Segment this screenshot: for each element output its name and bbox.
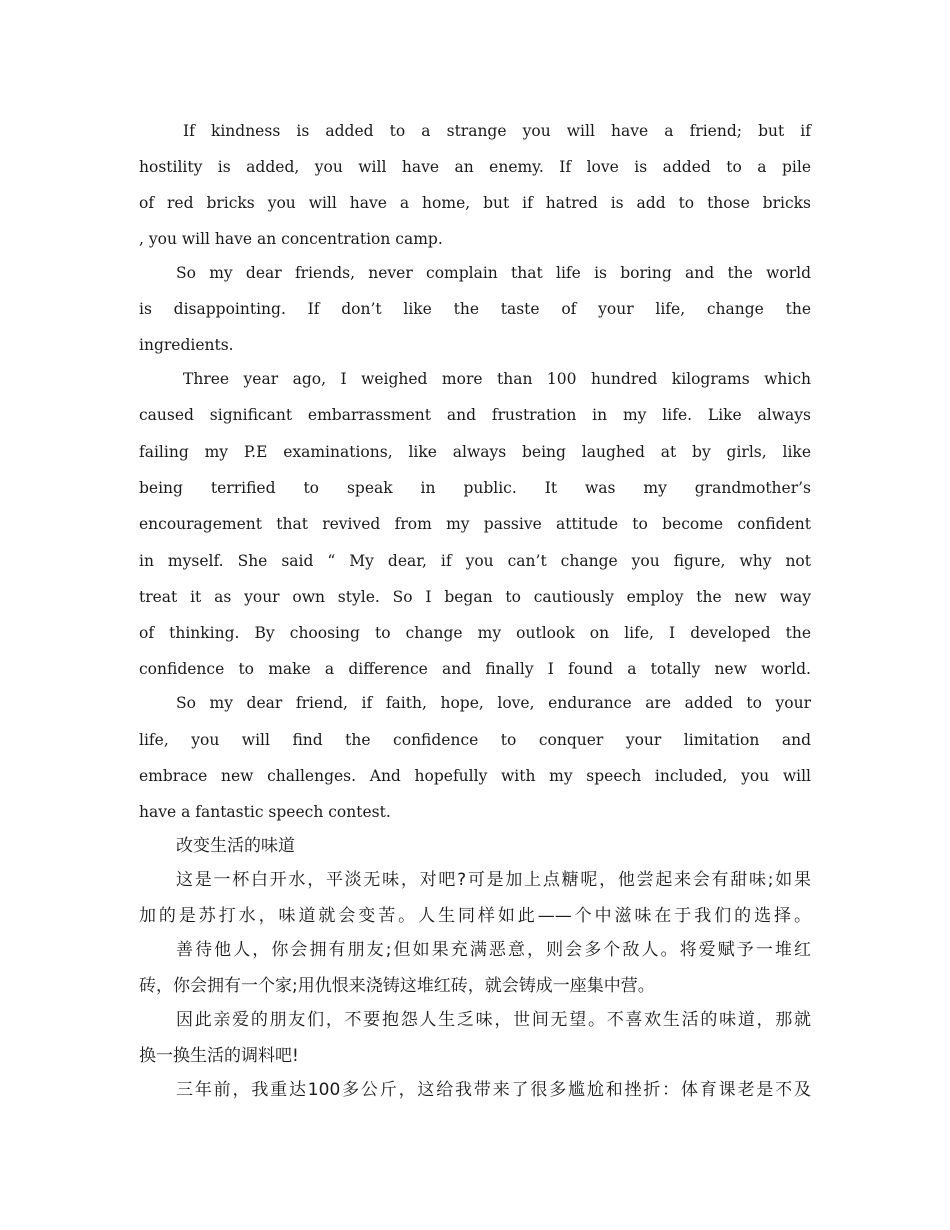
- text-line: embrace new challenges. And hopefully with my speech included, you will: [139, 767, 811, 785]
- text-line: 这是一杯白开水，平淡无味，对吧?可是加上点糖呢，他尝起来会有甜味;如果: [176, 870, 811, 890]
- text-line: encouragement that revived from my passive attitude to become confident: [139, 515, 811, 533]
- text-line: of red bricks you will have a home, but if hatred is add to those bricks: [139, 194, 811, 212]
- text-line: If kindness is added to a strange you will have a friend; but if: [183, 122, 811, 140]
- text-line: hostility is added, you will have an enemy. If love is added to a pile: [139, 158, 811, 176]
- text-line: ingredients.: [139, 336, 234, 354]
- text-line: life, you will find the confidence to conquer your limitation and: [139, 731, 811, 749]
- text-line: caused significant embarrassment and frustration in my life. Like always: [139, 406, 811, 424]
- text-line: treat it as your own style. So I began to cautiously employ the new way: [139, 588, 811, 606]
- text-line: is disappointing. If don’t like the taste of your life, change the: [139, 300, 811, 318]
- text-line: in myself. She said “ My dear, if you can’t change you figure, why not: [139, 552, 811, 570]
- text-line: So my dear friends, never complain that life is boring and the world: [176, 264, 811, 282]
- text-line: confidence to make a difference and finally I found a totally new world.: [139, 660, 811, 678]
- text-line: 善待他人，你会拥有朋友;但如果充满恶意，则会多个敌人。将爱赋予一堆红: [176, 940, 811, 960]
- text-line: have a fantastic speech contest.: [139, 803, 391, 821]
- chinese-title: 改变生活的味道: [176, 836, 295, 856]
- text-line: 砖，你会拥有一个家;用仇恨来浇铸这堆红砖，就会铸成一座集中营。: [139, 976, 655, 996]
- text-line: failing my P.E examinations, like always being laughed at by girls, like: [139, 443, 811, 461]
- text-line: So my dear friend, if faith, hope, love, endurance are added to your: [176, 694, 811, 712]
- text-line: , you will have an concentration camp.: [139, 230, 443, 248]
- text-line: Three year ago, I weighed more than 100 hundred kilograms which: [183, 370, 811, 388]
- text-line: 三年前，我重达100多公斤，这给我带来了很多尴尬和挫折：体育课老是不及: [176, 1080, 811, 1100]
- text-line: 换一换生活的调料吧!: [139, 1046, 299, 1066]
- text-line: of thinking. By choosing to change my outlook on life, I developed the: [139, 624, 811, 642]
- text-line: 加的是苏打水，味道就会变苦。人生同样如此——个中滋味在于我们的选择。: [139, 906, 811, 926]
- text-line: being terrified to speak in public. It was my grandmother’s: [139, 479, 811, 497]
- text-line: 因此亲爱的朋友们，不要抱怨人生乏味，世间无望。不喜欢生活的味道，那就: [176, 1010, 811, 1030]
